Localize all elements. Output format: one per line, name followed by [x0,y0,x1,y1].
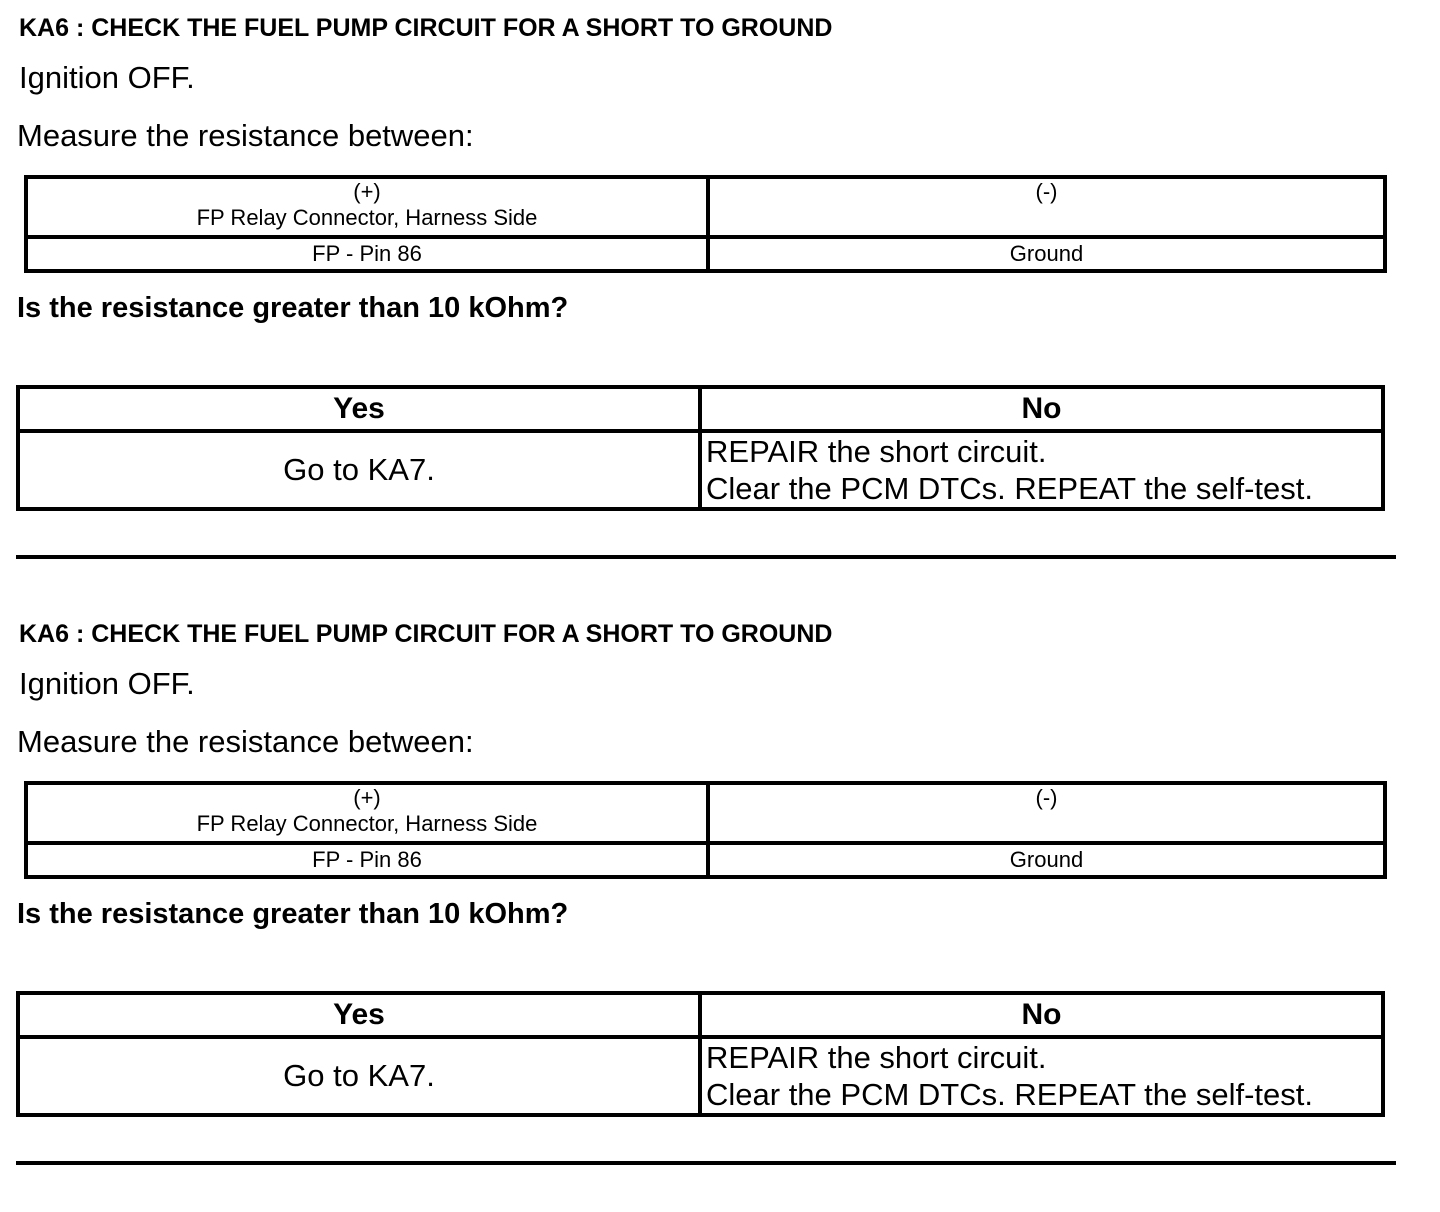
yes-header: Yes [18,993,700,1037]
step-title: KA6 : CHECK THE FUEL PUMP CIRCUIT FOR A SHORT TO GROUND [19,620,833,648]
positive-probe-header-cell [26,783,708,843]
negative-probe-header: (-) [708,783,1385,843]
no-header: No [700,387,1383,431]
positive-probe-location: FP Relay Connector, Harness Side [196,811,538,836]
positive-probe-value: FP - Pin 86 [26,843,708,877]
no-action-line-2: Clear the PCM DTCs. REPEAT the self-test. [706,471,1313,506]
measurement-table [24,781,1387,879]
no-header: No [700,993,1383,1037]
positive-probe-header-cell [26,177,708,237]
positive-probe-value: FP - Pin 86 [26,237,708,271]
negative-probe-value: Ground [708,237,1385,271]
measure-instruction: Measure the resistance between: [17,118,474,153]
yes-action: Go to KA7. [18,431,700,509]
positive-probe-header: (+) [353,179,381,204]
section-divider [16,555,1396,559]
measure-instruction: Measure the resistance between: [17,724,474,759]
negative-probe-value: Ground [708,843,1385,877]
negative-probe-header: (-) [708,177,1385,237]
result-table [16,991,1385,1117]
yes-action: Go to KA7. [18,1037,700,1115]
section-divider [16,1161,1396,1165]
ignition-instruction: Ignition OFF. [19,666,195,701]
no-action-cell [700,1037,1383,1115]
no-action-cell [700,431,1383,509]
test-question: Is the resistance greater than 10 kOhm? [17,898,569,930]
step-title: KA6 : CHECK THE FUEL PUMP CIRCUIT FOR A SHORT TO GROUND [19,14,833,42]
positive-probe-header: (+) [353,785,381,810]
positive-probe-location: FP Relay Connector, Harness Side [196,205,538,230]
yes-header: Yes [18,387,700,431]
result-table [16,385,1385,511]
no-action-line-1: REPAIR the short circuit. [706,434,1047,469]
no-action-line-2: Clear the PCM DTCs. REPEAT the self-test. [706,1077,1313,1112]
test-step-block [0,606,1440,1212]
ignition-instruction: Ignition OFF. [19,60,195,95]
measurement-table [24,175,1387,273]
test-question: Is the resistance greater than 10 kOhm? [17,292,569,324]
no-action-line-1: REPAIR the short circuit. [706,1040,1047,1075]
